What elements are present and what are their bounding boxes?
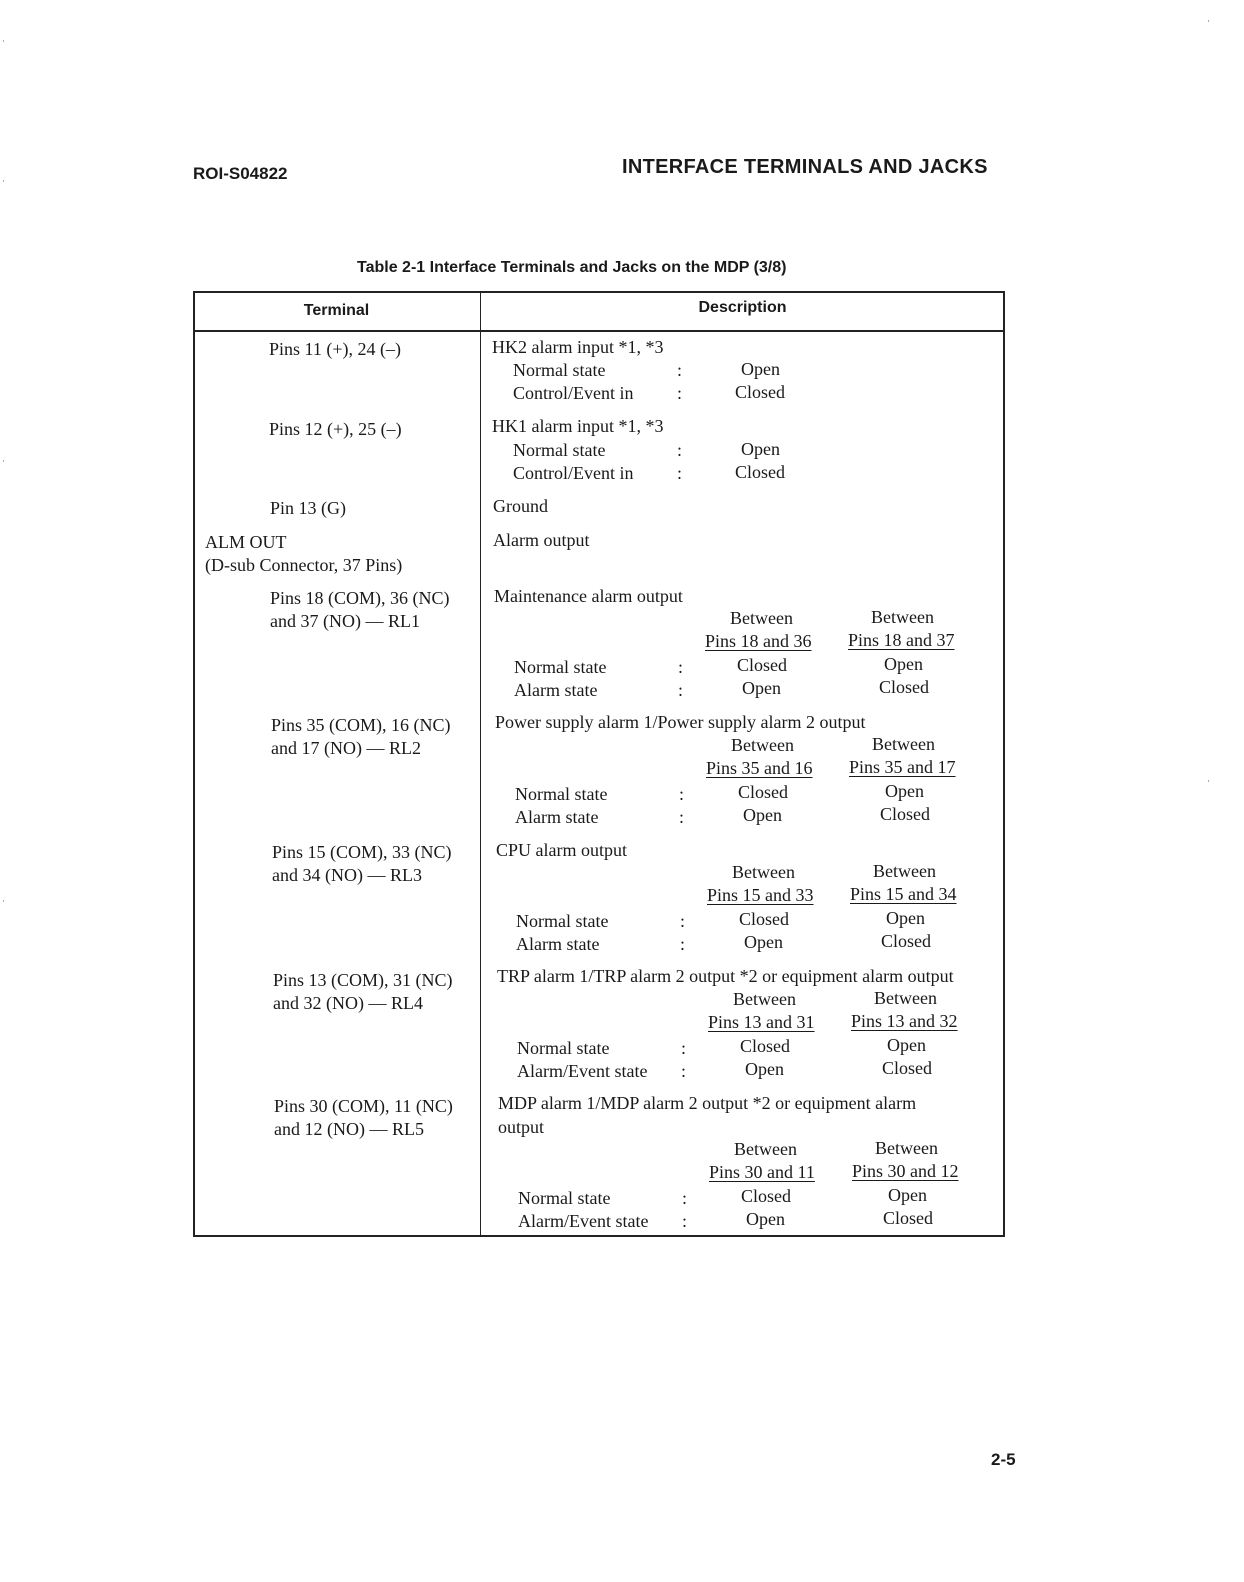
- state-value: Closed: [735, 382, 786, 402]
- column-subhead: Pins 35 and 17: [849, 757, 956, 777]
- state-separator: :: [677, 440, 683, 460]
- description-title: MDP alarm 1/MDP alarm 2 output *2 or equipment alarm: [498, 1093, 917, 1113]
- column-header-description: Description: [698, 299, 787, 316]
- state-value: Open: [888, 1185, 927, 1205]
- state-separator: :: [681, 1038, 687, 1058]
- header-rule: [193, 330, 1005, 332]
- section-title: INTERFACE TERMINALS AND JACKS: [622, 156, 988, 178]
- state-value: Open: [746, 1209, 785, 1229]
- scan-mark: [3, 460, 4, 462]
- state-label: Control/Event in: [513, 383, 634, 403]
- terminal-cell: and 34 (NO) — RL3: [272, 865, 422, 885]
- state-value: Open: [744, 932, 783, 952]
- scan-mark: [3, 900, 4, 902]
- state-label: Alarm state: [514, 680, 598, 700]
- state-separator: :: [679, 784, 685, 804]
- terminal-cell: (D-sub Connector, 37 Pins): [205, 555, 403, 575]
- description-title: HK1 alarm input *1, *3: [492, 416, 664, 436]
- state-value: Open: [887, 1035, 926, 1055]
- column-subhead: Pins 15 and 34: [850, 884, 957, 904]
- state-value: Open: [741, 359, 780, 379]
- scan-mark: [3, 180, 4, 182]
- terminal-cell: Pins 18 (COM), 36 (NC): [270, 588, 450, 608]
- terminal-cell: Pins 15 (COM), 33 (NC): [272, 842, 452, 862]
- description-title: output: [498, 1117, 545, 1137]
- state-separator: :: [682, 1211, 688, 1231]
- column-head: Between: [873, 861, 936, 881]
- state-label: Normal state: [518, 1188, 611, 1208]
- state-label: Normal state: [514, 657, 607, 677]
- column-subhead: Pins 13 and 31: [708, 1012, 815, 1032]
- state-value: Open: [743, 805, 782, 825]
- state-label: Normal state: [513, 440, 606, 460]
- terminal-cell: and 37 (NO) — RL1: [270, 611, 420, 631]
- column-divider: [480, 291, 481, 1237]
- state-value: Closed: [883, 1208, 934, 1228]
- state-value: Closed: [741, 1186, 792, 1206]
- state-label: Normal state: [517, 1038, 610, 1058]
- column-head: Between: [731, 735, 794, 755]
- terminal-cell: Pin 13 (G): [270, 498, 346, 518]
- state-separator: :: [681, 1061, 687, 1081]
- state-label: Alarm state: [516, 934, 600, 954]
- state-separator: :: [677, 360, 683, 380]
- terminal-cell: Pins 30 (COM), 11 (NC): [274, 1096, 453, 1116]
- state-separator: :: [680, 934, 686, 954]
- column-head: Between: [733, 989, 796, 1009]
- column-subhead: Pins 18 and 36: [705, 631, 812, 651]
- state-value: Closed: [737, 655, 788, 675]
- state-value: Closed: [738, 782, 789, 802]
- column-head: Between: [734, 1139, 797, 1159]
- state-separator: :: [678, 657, 684, 677]
- state-label: Alarm/Event state: [517, 1061, 648, 1081]
- column-subhead: Pins 13 and 32: [851, 1011, 958, 1031]
- state-value: Closed: [739, 909, 790, 929]
- state-value: Open: [742, 678, 781, 698]
- description-title: CPU alarm output: [496, 840, 627, 860]
- state-value: Open: [884, 654, 923, 674]
- state-separator: :: [679, 807, 685, 827]
- state-label: Control/Event in: [513, 463, 634, 483]
- state-separator: :: [680, 911, 686, 931]
- state-value: Closed: [881, 931, 932, 951]
- state-separator: :: [677, 463, 683, 483]
- state-value: Closed: [740, 1036, 791, 1056]
- scan-mark: [3, 40, 4, 42]
- description-title: TRP alarm 1/TRP alarm 2 output *2 or equipment alarm output: [497, 966, 954, 986]
- state-separator: :: [682, 1188, 688, 1208]
- state-label: Normal state: [513, 360, 606, 380]
- terminal-cell: and 12 (NO) — RL5: [274, 1119, 424, 1139]
- scan-mark: [1208, 20, 1209, 22]
- description-title: Ground: [493, 496, 548, 516]
- terminal-cell: Pins 12 (+), 25 (–): [269, 419, 402, 439]
- terminal-cell: Pins 11 (+), 24 (–): [269, 339, 401, 359]
- document-id: ROI-S04822: [193, 164, 288, 183]
- state-value: Closed: [879, 677, 930, 697]
- description-title: Power supply alarm 1/Power supply alarm 2 output: [495, 712, 866, 732]
- column-head: Between: [730, 608, 793, 628]
- column-subhead: Pins 15 and 33: [707, 885, 814, 905]
- column-subhead: Pins 35 and 16: [706, 758, 813, 778]
- description-title: HK2 alarm input *1, *3: [492, 337, 664, 357]
- column-head: Between: [872, 734, 935, 754]
- state-value: Open: [886, 908, 925, 928]
- column-subhead: Pins 18 and 37: [848, 630, 955, 650]
- column-head: Between: [871, 607, 934, 627]
- table-caption: Table 2-1 Interface Terminals and Jacks on the MDP (3/8): [357, 259, 787, 276]
- state-label: Normal state: [515, 784, 608, 804]
- terminal-cell: and 17 (NO) — RL2: [271, 738, 421, 758]
- state-value: Open: [745, 1059, 784, 1079]
- page-number: 2-5: [991, 1450, 1016, 1469]
- column-header-terminal: Terminal: [303, 302, 370, 319]
- state-value: Closed: [882, 1058, 933, 1078]
- state-value: Open: [885, 781, 924, 801]
- state-value: Closed: [735, 462, 786, 482]
- terminal-cell: ALM OUT: [205, 532, 287, 552]
- state-separator: :: [677, 383, 683, 403]
- column-head: Between: [732, 862, 795, 882]
- state-separator: :: [678, 680, 684, 700]
- description-title: Alarm output: [493, 530, 590, 550]
- description-title: Maintenance alarm output: [494, 586, 683, 606]
- state-label: Alarm state: [515, 807, 599, 827]
- terminal-cell: and 32 (NO) — RL4: [273, 993, 423, 1013]
- column-head: Between: [874, 988, 937, 1008]
- scan-mark: [1208, 780, 1209, 782]
- state-label: Normal state: [516, 911, 609, 931]
- column-subhead: Pins 30 and 11: [709, 1162, 815, 1182]
- state-label: Alarm/Event state: [518, 1211, 649, 1231]
- state-value: Open: [741, 439, 780, 459]
- state-value: Closed: [880, 804, 931, 824]
- column-head: Between: [875, 1138, 938, 1158]
- terminal-cell: Pins 13 (COM), 31 (NC): [273, 970, 453, 990]
- terminal-cell: Pins 35 (COM), 16 (NC): [271, 715, 451, 735]
- column-subhead: Pins 30 and 12: [852, 1161, 959, 1181]
